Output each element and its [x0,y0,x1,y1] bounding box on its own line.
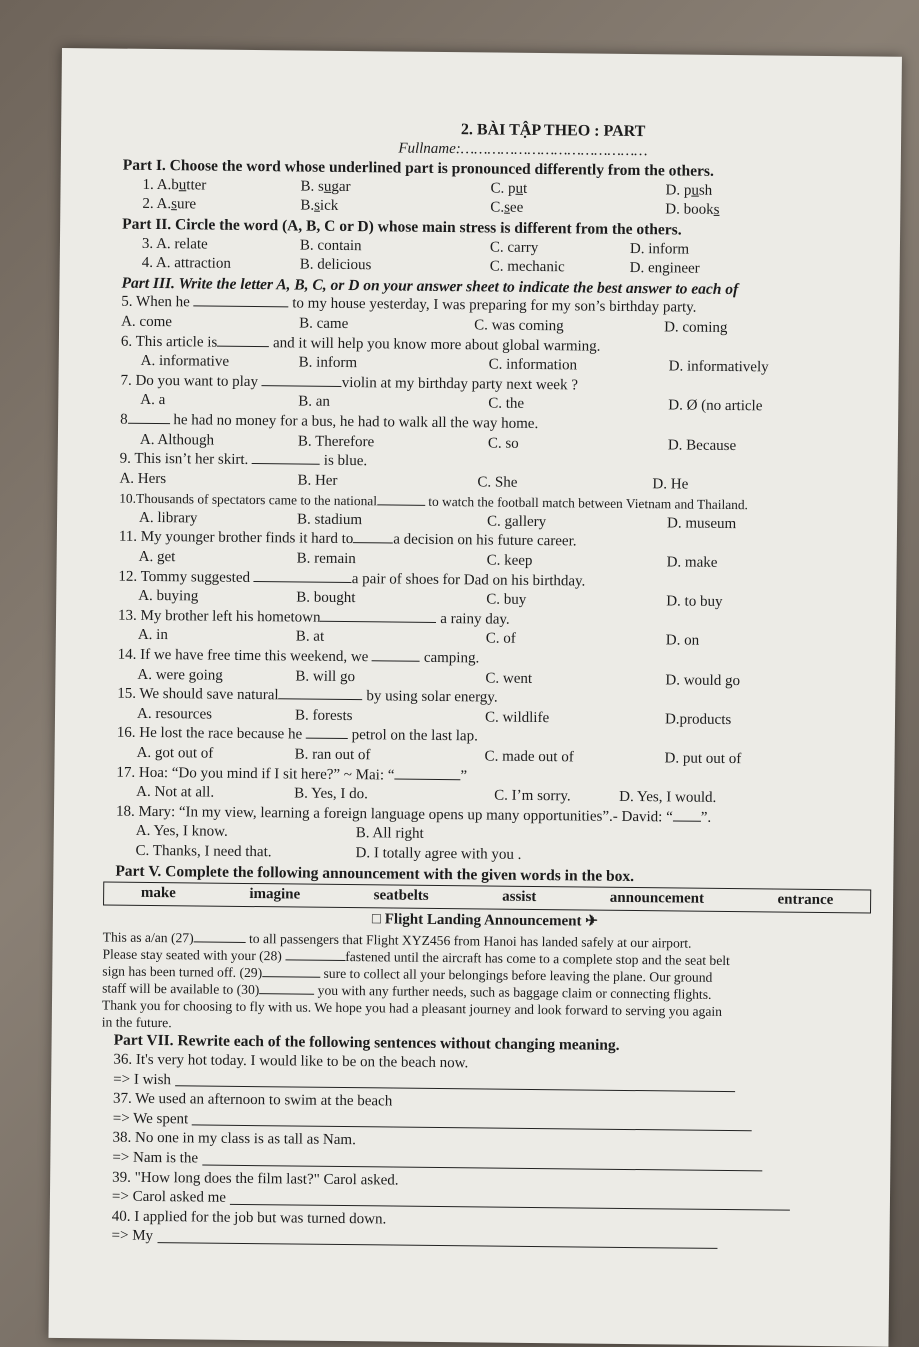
question-9: 9. This isn’t her skirt. is blue. [119,450,368,470]
answer-blank[interactable] [252,451,320,465]
answer-blank[interactable] [262,373,342,387]
answer-blank[interactable] [217,333,269,347]
question-3: 3. A. relate B. contain C. carry D. inform [141,235,690,258]
answer-blank[interactable] [372,648,420,662]
question-8: 8 he had no money for a bus, he had to walk all the way home. [120,411,539,432]
options-14: A. were going B. will go C. went D. would go [137,666,741,689]
word-box-item: imagine [249,886,301,903]
rewrite-38: 38. No one in my class is as tall as Nam. => Nam is the [112,1129,852,1176]
options-7: A. a B. an C. the D. Ø (no article [140,392,763,415]
answer-line[interactable] [157,1242,717,1249]
options-18-row2: C. Thanks, I need that. D. I totally agree with you . [135,842,522,863]
question-5: 5. When he to my house yesterday, I was preparing for my son’s birthday party. [121,293,697,317]
word-box-item: seatbelts [373,887,429,905]
options-13: A. in B. at C. of D. on [137,627,700,650]
question-10: 10.Thousands of spectators came to the national to watch the football match between Vietnam and Thailand. [119,490,749,513]
answer-blank-30[interactable] [259,981,314,995]
part1-heading: Part I. Choose the word whose underlined part is pronounced differently from the others. [122,156,714,181]
answer-blank[interactable] [128,411,170,424]
question-4: 4. A. attraction B. delicious C. mechanic D. engineer [141,255,700,277]
answer-blank[interactable] [306,726,348,739]
question-18: 18. Mary: “In my view, learning a foreign language opens up many opportunities”.- David: “ ”. [115,803,712,826]
word-box-item: make [140,885,176,902]
question-16: 16. He lost the race because he petrol on the last lap. [116,725,478,745]
options-17: A. Not at all. B. Yes, I do. C. I’m sorry. D. Yes, I would. [136,784,717,807]
question-11: 11. My younger brother finds it hard to a decision on his future career. [118,529,577,550]
page-title: 2. BÀI TẬP THEO : PART [460,121,646,141]
question-12: 12. Tommy suggested a pair of shoes for Dad on his birthday. [118,568,586,590]
question-15: 15. We should save natural by using solar energy. [117,685,498,706]
part7-heading: Part VII. Rewrite each of the following sentences without changing meaning. [113,1031,620,1055]
options-5: A. come B. came C. was coming D. coming [121,313,728,336]
word-box-item: assist [502,888,537,906]
part2-heading: Part II. Circle the word (A, B, C or D) whose main stress is different from the others. [122,215,682,239]
rewrite-40: 40. I applied for the job but was turned down. => My [111,1207,851,1254]
answer-blank[interactable] [320,609,436,623]
options-15: A. resources B. forests C. wildlife D.products [136,705,732,728]
options-16: A. got out of B. ran out of C. made out of D. put out of [136,744,742,768]
options-18-row1: A. Yes, I know. B. All right [135,823,424,843]
options-6: A. informative B. inform C. information D. informatively [140,352,769,376]
word-box-item: entrance [777,891,834,909]
rewrite-39: 39. "How long does the film last?" Carol asked. => Carol asked me [112,1168,852,1215]
part5-heading: Part V. Complete the following announcement with the given words in the box. [115,862,635,885]
rewrite-37: 37. We used an afternoon to swim at the beach => We spent [113,1090,853,1137]
question-7: 7. Do you want to play violin at my birthday party next week ? [120,372,579,394]
answer-blank[interactable] [254,569,352,583]
question-1: 1. A.butter B. sugar C. put D. push [142,176,713,199]
question-2: 2. A.sure B.sick C.see D. books [142,196,720,219]
fullname-field[interactable]: Fullname:…………………………………… [398,140,648,159]
answer-blank[interactable] [394,766,460,780]
options-11: A. get B. remain C. keep D. make [138,548,718,571]
question-14: 14. If we have free time this weekend, we camping. [117,646,480,667]
options-10: A. library B. stadium C. gallery D. museum [139,509,737,532]
word-box-item: announcement [609,889,705,907]
answer-blank[interactable] [377,493,425,507]
question-13: 13. My brother left his hometown a rainy day. [117,607,510,628]
options-9: A. Hers B. Her C. She D. He [119,470,689,493]
answer-blank[interactable] [279,687,363,701]
question-6: 6. This article is and it will help you know more about global warming. [120,333,601,355]
question-17: 17. Hoa: “Do you mind if I sit here?” ~ Mai: “ ” [116,764,468,784]
answer-blank-27[interactable] [194,930,246,944]
answer-blank[interactable] [673,808,701,821]
announcement-text: This as a/an (27) to all passengers that Flight XYZ456 from Hanoi has landed safely at our airport. Please stay seated with your (28) fastened until the aircraft has come to a complete stop and the seat belt sign has been turned off. (29) sure to collect all your belongings before leaving the plane. Our ground staff will be available to (30) you with any further needs, such as baggage claim or connecting flights. Thank you for choosing to fly with us. We hope you had a pleasant journey and look forward to serving you again in the future. [101,929,730,1031]
answer-blank-28[interactable] [285,948,345,962]
part3-heading: Part III. Write the letter A, B, C, or D on your answer sheet to indicate the best answer to each of [121,274,739,298]
options-12: A. buying B. bought C. buy D. to buy [138,588,723,611]
answer-blank-29[interactable] [262,964,320,978]
worksheet-page [48,48,901,1347]
announcement-title: □ Flight Landing Announcement ✈ [371,911,598,930]
options-8: A. Although B. Therefore C. so D. Because [139,431,737,454]
answer-blank[interactable] [353,531,393,544]
answer-blank[interactable] [194,294,289,308]
rewrite-36: 36. It's very hot today. I would like to be on the beach now. => I wish [113,1051,853,1098]
